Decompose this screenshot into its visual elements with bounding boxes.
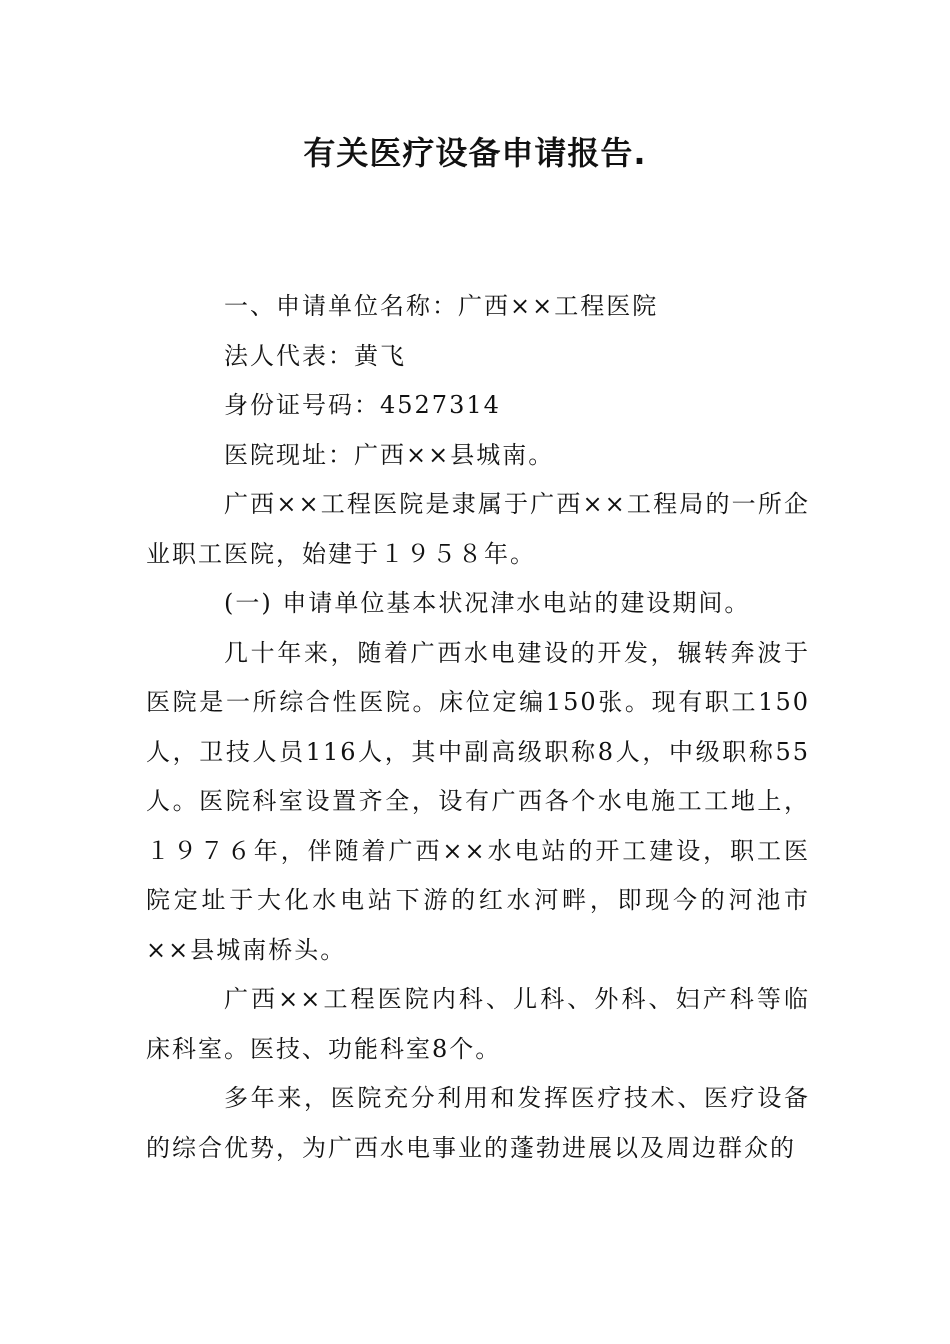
paragraph-history: 几十年来，随着广西水电建设的开发，辗转奔波于医院是一所综合性医院。床位定编150张。现有职工150人，卫技人员116人，其中副高级职称8人，中级职称55人。医院科室设置齐全，设有广西各个水电施工工地上，１９７６年，伴随着广西××水电站的开工建设，职工医院定址于大化水电站下游的红水河畔，即现今的河池市××县城南桥头。 [146,638,810,964]
paragraph-contribution: 多年来，医院充分利用和发挥医疗技术、医疗设备的综合优势，为广西水电事业的蓬勃进展以及周边群众的 [146,1084,810,1162]
document-body [146,282,810,1173]
paragraph-applicant-name: 一、申请单位名称：广西××工程医院 [224,292,659,320]
paragraph-legal-representative: 法人代表：黄飞 [224,341,406,370]
document-title: 有关医疗设备申请报告. [303,134,647,172]
paragraph-id-number: 身份证号码：4527314 [224,391,501,419]
paragraph-section-heading: (一) 申请单位基本状况津水电站的建设期间。 [224,589,751,617]
paragraph-departments: 广西××工程医院内科、儿科、外科、妇产科等临床科室。医技、功能科室8个。 [146,985,810,1063]
paragraph-hospital-address: 医院现址：广西××县城南。 [224,440,555,469]
paragraph-hospital-intro: 广西××工程医院是隶属于广西××工程局的一所企业职工医院，始建于１９５８年。 [146,490,810,568]
